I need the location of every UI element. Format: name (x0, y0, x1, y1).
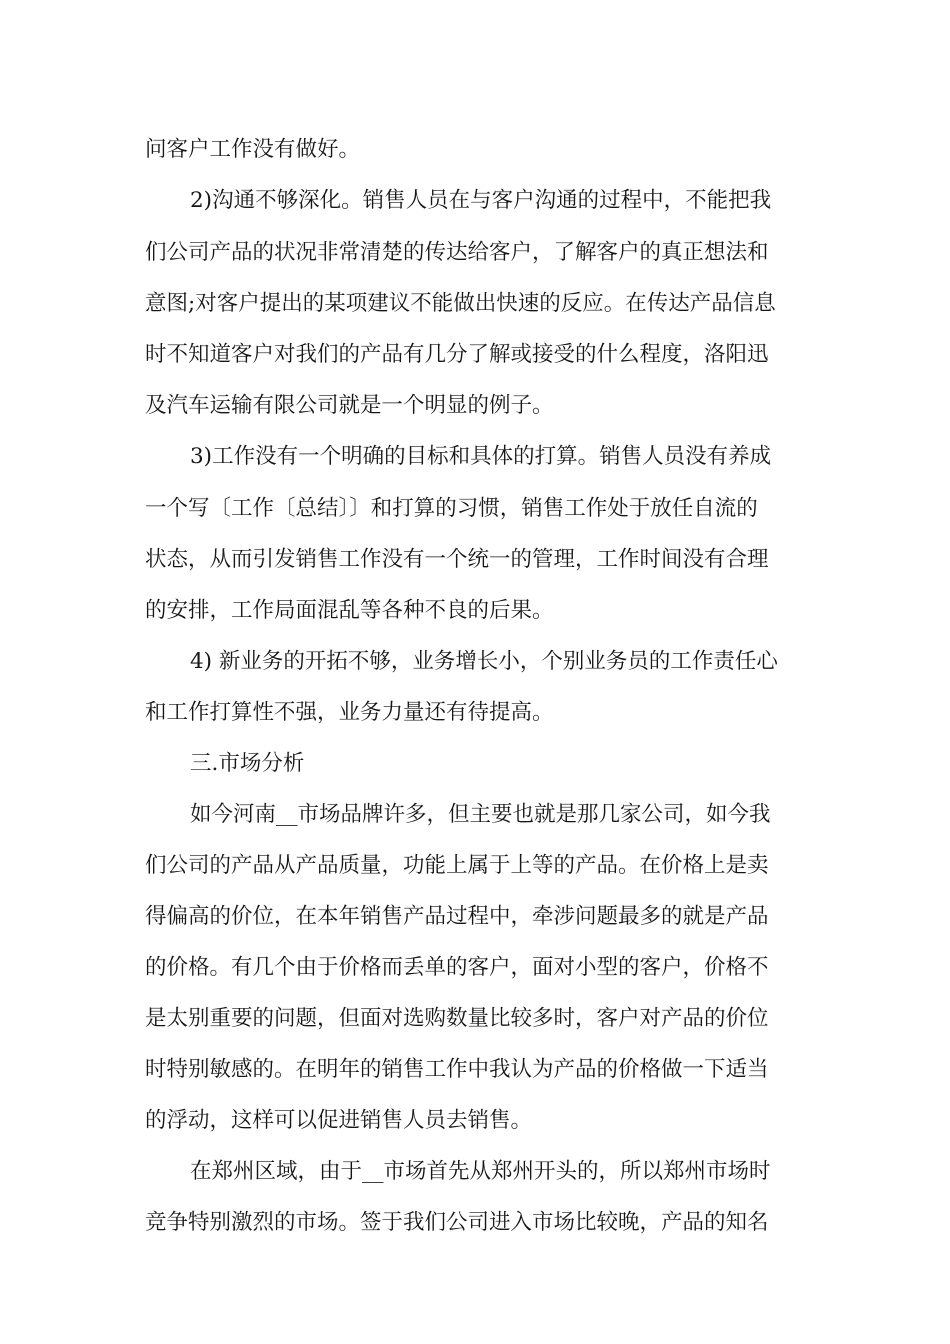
line-text: 状态，从而引发销售工作没有一个统一的管理，工作时间没有合理 (145, 547, 769, 572)
line-text: 和工作打算性不强，业务力量还有待提高。 (145, 700, 554, 725)
line-text: 们公司的产品从产品质量，功能上属于上等的产品。在价格上是卖 (145, 853, 769, 878)
text-line (0, 489, 950, 529)
line-text: 的浮动，这样可以促进销售人员去销售。 (145, 1108, 533, 1133)
line-text: 4) 新业务的开拓不够，业务增长小，个别业务员的工作责任心 (190, 649, 778, 674)
line-text: 意图;对客户提出的某项建议不能做出快速的反应。在传达产品信息 (145, 291, 776, 316)
line-text: 的价格。有几个由于价格而丢单的客户，面对小型的客户，价格不 (145, 955, 769, 980)
text-line (0, 233, 950, 273)
text-line (0, 591, 950, 631)
text-line (0, 1152, 950, 1192)
text-line (0, 693, 950, 733)
line-text: 及汽车运输有限公司就是一个明显的例子。 (145, 393, 554, 418)
text-line (0, 1050, 950, 1090)
text-line (0, 540, 950, 580)
text-line (0, 1203, 950, 1243)
line-text: 2)沟通不够深化。销售人员在与客户沟通的过程中，不能把我 (190, 188, 772, 213)
line-text: 一个写〔工作〔总结〕〕和打算的习惯，销售工作处于放任自流的 (145, 496, 758, 521)
line-text: 是太别重要的问题，但面对选购数量比较多时，客户对产品的价位 (145, 1006, 769, 1031)
text-line (0, 386, 950, 426)
text-line (0, 335, 950, 375)
line-text: 如今河南__市场品牌许多，但主要也就是那几家公司，如今我 (190, 802, 771, 827)
text-line (0, 642, 950, 682)
line-text: 3)工作没有一个明确的目标和具体的打算。销售人员没有养成 (190, 444, 772, 469)
text-line (0, 437, 950, 477)
text-line (0, 897, 950, 937)
line-text: 在郑州区域，由于__市场首先从郑州开头的，所以郑州市场时 (190, 1159, 771, 1184)
text-line (0, 999, 950, 1039)
line-text: 问客户工作没有做好。 (145, 137, 361, 162)
text-line (0, 948, 950, 988)
text-line (0, 284, 950, 324)
text-line (0, 795, 950, 835)
heading-text: 三.市场分析 (190, 751, 305, 776)
text-line (0, 1101, 950, 1141)
line-text: 时不知道客户对我们的产品有几分了解或接受的什么程度，洛阳迅 (145, 342, 769, 367)
section-heading (0, 744, 950, 784)
text-line (0, 846, 950, 886)
line-text: 竞争特别激烈的市场。签于我们公司进入市场比较晚，产品的知名 (145, 1210, 769, 1235)
line-text: 们公司产品的状况非常清楚的传达给客户，了解客户的真正想法和 (145, 240, 769, 265)
line-text: 时特别敏感的。在明年的销售工作中我认为产品的价格做一下适当 (145, 1057, 769, 1082)
text-line (0, 130, 950, 170)
text-line (0, 181, 950, 221)
line-text: 得偏高的价位，在本年销售产品过程中，牵涉问题最多的就是产品 (145, 904, 769, 929)
line-text: 的安排，工作局面混乱等各种不良的后果。 (145, 598, 554, 623)
